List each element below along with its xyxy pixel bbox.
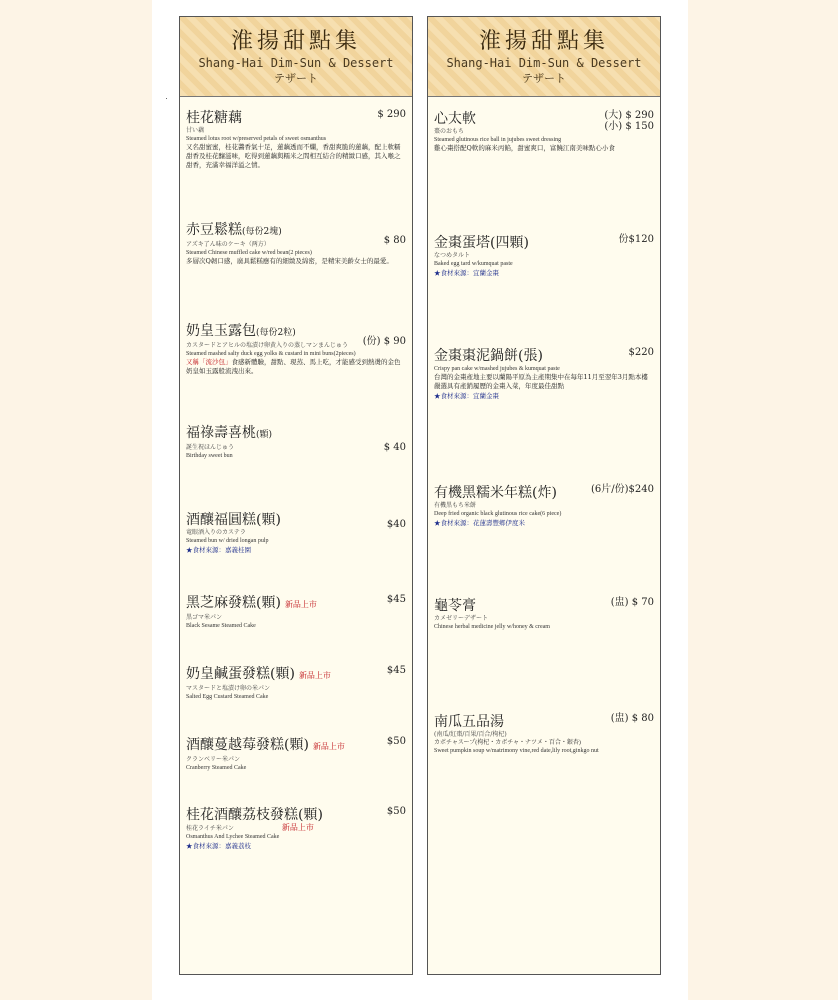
item-price: (大) $ 290 (小) $ 150 <box>604 110 654 132</box>
item-price: $40 <box>386 519 406 530</box>
item-name: 奶皇玉露包(每份2粒) <box>186 323 296 339</box>
menu-item <box>186 221 406 266</box>
item-jp: カメゼリーデザート <box>434 615 489 622</box>
item-jp: マスタードと塩漬け卵の米パン <box>186 685 271 692</box>
item-en: Steamed mashed salty duck egg yolks & custard in mini buns(2pieces) <box>186 351 356 357</box>
item-name: 心太軟 <box>434 111 476 127</box>
item-en-jp: カボチャスープ(枸杞・カボチャ・ナツメ・百合・銀杏) <box>434 740 581 746</box>
item-name: 奶皇鹹蛋發糕(顆) 新品上市 <box>186 666 331 682</box>
item-name: 金棗蛋塔(四顆) <box>434 235 529 251</box>
menu-item <box>186 594 406 630</box>
item-price: (盅) $ 80 <box>610 713 654 724</box>
item-jp: 棗のおもち <box>434 128 465 135</box>
item-price: $ 290 <box>377 109 406 120</box>
menu-item <box>434 110 654 153</box>
menu-subtitle-en: Shang-Hai Dim-Sun & Dessert <box>198 56 394 70</box>
item-en: Osmanthus And Lychee Steamed Cake <box>186 834 280 840</box>
item-jp: なつめタルト <box>434 252 471 259</box>
item-price: 份$120 <box>618 234 654 245</box>
item-name: 有機黑糯米年糕(炸) <box>434 485 557 501</box>
item-name: 龜苓膏 <box>434 598 476 614</box>
item-jp: クランベリー米パン <box>186 756 241 763</box>
item-name: 南瓜五品湯 <box>434 714 504 730</box>
menu-title: 淮揚甜點集 <box>478 29 609 54</box>
item-en: Crispy pan cake w/mashed jujubes & kumquat paste <box>434 366 560 372</box>
item-en: Baked egg tard w/kumquat paste <box>434 261 513 267</box>
item-en: Black Sesame Steamed Cake <box>186 623 256 629</box>
item-source: ★食材來源：嘉義桂園 <box>186 546 251 554</box>
item-en: Salted Egg Custard Steamed Cake <box>186 694 269 700</box>
menu-column-left <box>179 16 413 975</box>
item-price: $ 80 <box>383 235 406 246</box>
item-source: ★食材來源：嘉義荔枝 <box>186 842 251 850</box>
item-name: 黑芝麻發糕(顆) 新品上市 <box>186 595 317 611</box>
menu-item <box>186 736 406 772</box>
item-jp: 黒ゴマ米パン <box>186 614 223 621</box>
menu-header <box>180 17 412 97</box>
item-source: ★食材來源：宜蘭金棗 <box>434 269 499 277</box>
item-price: (份) $ 90 <box>362 336 406 347</box>
item-jp: 有機黒もち米餅 <box>434 502 477 509</box>
menu-header <box>428 17 660 97</box>
item-name: 桂花酒釀荔枝發糕(顆) <box>186 807 323 823</box>
item-price: $50 <box>386 736 406 747</box>
item-price: (盅) $ 70 <box>610 597 654 608</box>
item-en: Steamed Chinese muffled cake w/red bean(2 pieces) <box>186 250 312 256</box>
item-name: 福祿壽喜桃(顆) <box>186 425 273 441</box>
item-jp: 桂花ライチ米パン 新品上市 <box>186 823 314 832</box>
item-jp: アズキ了ん味のケーキ（两方） <box>186 241 270 248</box>
menu-item <box>186 665 406 701</box>
item-price: $45 <box>386 665 406 676</box>
menu-item <box>186 806 406 851</box>
menu-subtitle-jp: テザート <box>522 72 566 85</box>
menu-item <box>434 234 654 278</box>
menu-item <box>186 109 406 170</box>
item-desc: 又稱「流沙包」食感新體驗，甜點、現蒸、馬上吃，才能感受到熱燙的金色奶皇如玉露般流洩出來。 <box>186 358 401 375</box>
new-badge: 新品上市 <box>312 742 345 751</box>
item-jp: 誕生祝ほんじゅう <box>186 444 235 451</box>
menu-item <box>186 511 406 555</box>
menu-title: 淮揚甜點集 <box>230 29 361 54</box>
item-jp: (南瓜/紅棗/百果/百合/枸杞) <box>434 731 507 738</box>
menu-column-right <box>427 16 661 975</box>
item-name: 金棗棗泥鍋餅(張) <box>434 348 543 364</box>
menu-subtitle-en: Shang-Hai Dim-Sun & Dessert <box>446 56 642 70</box>
menu-item <box>434 484 654 528</box>
item-desc: 雞心棗搭配Q軟的麻米丙餡，甜蜜爽口，富饒江南美味點心小食 <box>434 144 615 152</box>
menu-item <box>186 322 406 376</box>
item-desc: 多層次Q韌口感，廣具鬆糕應有的細緻及綿密，是精宋美齡女士的最愛。 <box>186 257 393 265</box>
menu-item <box>434 597 654 631</box>
item-en: Cranberry Steamed Cake <box>186 765 247 771</box>
item-name: 赤豆鬆糕(每份2塊) <box>186 222 282 238</box>
item-price: (6片/份)$240 <box>591 484 654 495</box>
item-en: Sweet pumpkin soup w/matrimony vine,red date,lily root,ginkgo nut <box>434 748 599 754</box>
item-en: Birthday sweet bun <box>186 453 233 459</box>
new-badge: 新品上市 <box>281 823 314 832</box>
item-price: $220 <box>628 347 654 358</box>
menu-subtitle-jp: テザート <box>274 72 318 85</box>
item-jp: 竜眼酒入りのカステラ <box>186 529 246 536</box>
menu-item <box>434 347 654 401</box>
item-en: Chinese herbal medicine jelly w/honey & cream <box>434 624 550 630</box>
item-jp: カスタードとアヒルの塩漬け卵黄入りの蒸しマンまんじゅう <box>186 342 349 349</box>
new-badge: 新品上市 <box>284 600 317 609</box>
item-jp: 甘い藕 <box>186 127 205 134</box>
item-price: $50 <box>386 806 406 817</box>
item-source: ★食材來源：花蓮壽豐鄉伊度米 <box>434 519 525 527</box>
item-en: Deep fried organic black glutinous rice cake(6 piece) <box>434 511 562 517</box>
menu-item <box>186 424 406 460</box>
item-en: Steamed lotus root w/preserved petals of sweet osmanthus <box>186 136 327 142</box>
item-name: 桂花糖藕 <box>186 110 242 126</box>
menu-item <box>434 713 654 755</box>
stray-dot <box>166 98 167 99</box>
item-price: $ 40 <box>383 442 406 453</box>
item-en: Steamed glutinous rice ball in jujubes sweet dressing <box>434 137 562 143</box>
item-price: $45 <box>386 594 406 605</box>
item-name: 酒釀蔓越莓發糕(顆) 新品上市 <box>186 737 345 753</box>
item-source: ★食材來源：宜蘭金棗 <box>434 392 499 400</box>
item-name: 酒釀福圓糕(顆) <box>186 512 281 528</box>
item-desc: 又名甜蜜蜜，桂花醬香氣十足，蓮藕透而不爛，香甜爽脆的蓮藕，配上軟糯甜香及桂花釀滋味，吃得到蓮藕與糯米之間相互結合的精緻口感，其入喉之甜香，充滿幸福洋溢之情。 <box>186 143 401 169</box>
item-en: Steamed bun w/ dried longan pulp <box>186 538 269 544</box>
item-desc: 台灣的金棗產地主要以蘭陽平原為主產期集中在每年11月至翌年3月點本樓嚴選具有產銷履歷的金棗入菜，年度最佳甜點 <box>434 373 648 390</box>
new-badge: 新品上市 <box>298 671 331 680</box>
